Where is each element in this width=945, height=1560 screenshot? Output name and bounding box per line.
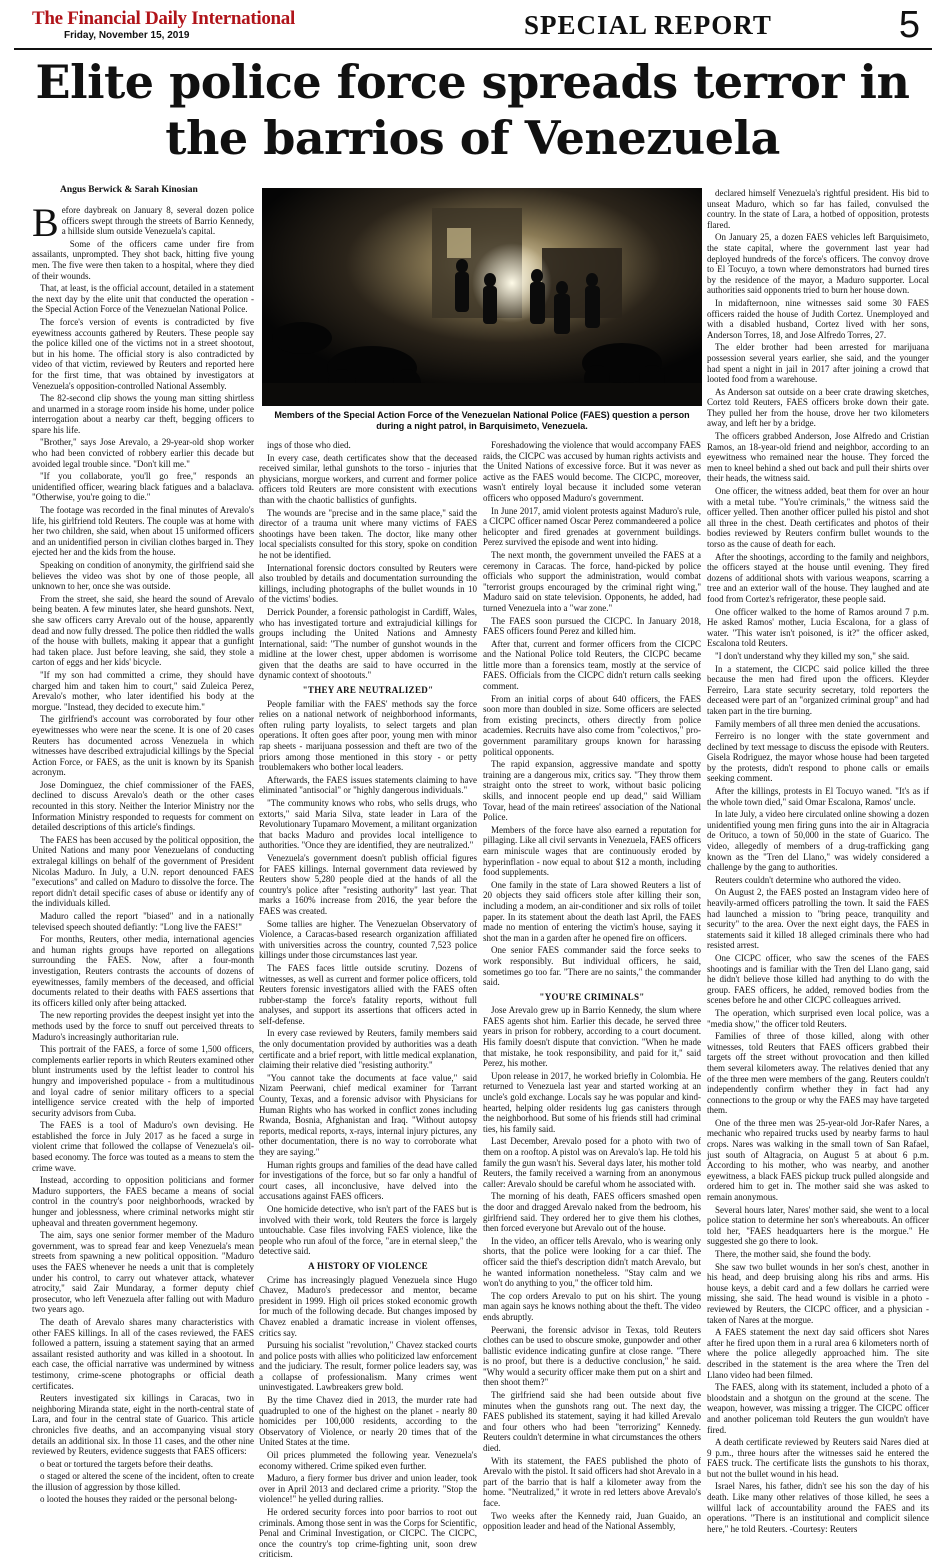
paragraph: In midafternoon, nine witnesses said some 30 FAES officers raided the house of Judith Cortez. Unemployed and with a disabled husband, Cortez lived with her sons, Anderson Torres, 18, and Jose Alfredo Torres, 27.: [707, 297, 929, 340]
paragraph: The FAES faces little outside scrutiny. Dozens of witnesses, as well as current and former police officers, told Reuters forensic investigators allied with the FAES often rubber-stamp the force's fatality reports, without full analyses, and support its assertions that officers acted in self-defense.: [259, 962, 477, 1026]
paragraph: One officer walked to the home of Ramos around 7 p.m. He asked Ramos' mother, Lucia Escalona, for a glass of water. "This water isn't poisoned, is it?" the officer asked, Escalona told Reuters.: [707, 606, 929, 649]
paragraph: "If my son had committed a crime, they should have charged him and taken him to court," said Zuleica Perez, Arevalo's mother, who later identified his body at the morgue. "Instead, they decided to execute him.": [32, 669, 254, 712]
paragraph: After the shootings, according to the family and neighbors, the officers stayed at the house until evening. They fired dozens of additional shots with various weapons, scarring a tree and an exterior wall of the house. They laughed and ate food from Cortez's refrigerator, these people said.: [707, 551, 929, 604]
paragraph: The elder brother had been arrested for marijuana possession several years earlier, she said, and the younger had spent a night in jail in 2017 after joining a crowd that looted food from a warehouse.: [707, 342, 929, 385]
paragraph: In the video, an officer tells Arevalo, who is wearing only shorts, that the police were looking for a car thief. The officer said the thief's description didn't match Arevalo, but he wanted information nonetheless. "Stay calm and we won't do anything to you," the officer told him.: [483, 1235, 701, 1289]
column-2-intro: [259, 440, 477, 681]
subhead-criminals: "YOU'RE CRIMINALS": [539, 991, 645, 1002]
subhead-history: A HISTORY OF VIOLENCE: [308, 1260, 428, 1271]
paragraph: Families of three of those killed, along with other witnesses, told Reuters that FAES officers grabbed their targets off the street without provocation and then killed them several kilometers away. The relatives denied that any of the three men were members of the gang. Reuters couldn't independently confirm whether they in fact had any connections to the group or why the FAES may have targeted them.: [707, 1031, 929, 1116]
article-column-3: [483, 440, 701, 1535]
paragraph: From an initial corps of about 640 officers, the FAES soon more than doubled in size. Some officers are selected from existing precincts, others directly from police academies. Recruits have also come from "colectivos," pro-government paramilitary groups known for harassing political opponents.: [483, 693, 701, 757]
column-2-end: [259, 1275, 477, 1560]
paragraph: In every case reviewed by Reuters, family members said the only documentation provided by authorities was a death certificate and a brief report, with little medical explanation, claiming their relative died "resisting authority.": [259, 1028, 477, 1071]
paragraph: The officers grabbed Anderson, Jose Alfredo and Cristian Ramos, an 18-year-old friend and neighbor, according to an eyewitness who remained near the house. They forced the men to kneel behind a shed out back and pull their shirts over their heads, the witness said.: [707, 431, 929, 484]
paragraph: Afterwards, the FAES issues statements claiming to have eliminated "antisocial" or "highly dangerous individuals.": [259, 774, 477, 796]
paragraph: After that, current and former officers from the CICPC and the National Police told Reuters, the CICPC became little more than a forensics team, mostly at the service of FAES. Officials from the CICPC didn't return calls seeking comment.: [483, 638, 701, 692]
paragraph: This portrait of the FAES, a force of some 1,500 officers, complements earlier reports in which Reuters examined other blunt instruments used by the leftist leader to control his hungry and impoverished populace - from a multitudinous and loyal cadre of senior military officers to a special intelligence service created with the help of imported security advisors from Cuba.: [32, 1044, 254, 1118]
byline: Angus Berwick & Sarah Kinosian: [60, 185, 198, 195]
masthead: [14, 6, 932, 50]
paragraph: Derrick Pounder, a forensic pathologist in Cardiff, Wales, who has investigated torture and extrajudicial killings for groups including the United Nations and Amnesty International, said: "The number of gunshot wounds in the midline at the lower chest, upper abdomen is worrisome given that the deaths are said to have occurred in the dynamic context of shootouts.": [259, 606, 477, 681]
paragraph: One senior FAES commander said the force seeks to work responsibly. But individual officers, he said, sometimes go too far. "There are no saints," the commander said.: [483, 945, 701, 988]
paragraph: With its statement, the FAES published the photo of Arevalo with the pistol. It said officers had shot Arevalo in a part of the barrio that is half a kilometer away from the home. "Neutralized," it wrote in red letters above Arevalo's face.: [483, 1455, 701, 1508]
paragraph: The FAES is a tool of Maduro's own devising. He established the force in July 2017 as he faced a surge in violent crime that followed the collapse of Venezuela's oil-based economy. The force was touted as a means to stem the crime wave.: [32, 1120, 254, 1173]
headline-line-2: the barrios of Venezuela: [165, 111, 780, 165]
paragraph: From the street, she said, she heard the sound of Arevalo being beaten. A few minutes later, she heard gunshots. Next, she saw officers carry Arevalo out of the house, apparently dead and now fully dressed. The police then riddled the walls of the house with bullets, making it appear that a gunfight had taken place. Just before leaving, she said, they stole a carton of eggs and her kids' bicycle.: [32, 593, 254, 668]
paragraph: In a statement, the CICPC said police killed the three because the men had fired upon the officers. Kleyder Ferreiro, Lara state security secretary, told reporters the deceased were part of an "organized criminal group" and had taken part in the tire burning.: [707, 663, 929, 716]
paragraph: Upon release in 2017, he worked briefly in Colombia. He returned to Venezuela last year and started working at an uncle's gold exchange. Locals say he was popular and kind-hearted, helping older residents lug gas canisters through the neighborhood. But some of his friends still had criminal ties, his family said.: [483, 1070, 701, 1134]
column-2-body: [259, 699, 477, 1257]
paragraph: There, the mother said, she found the body.: [715, 1249, 871, 1259]
paragraph: The FAES, along with its statement, included a photo of a bloodstain and a shotgun on the ground at the scene. The weapon, however, was missing a trigger. The CICPC officer and another policeman told Reuters the gun wouldn't have fired.: [707, 1382, 929, 1435]
page-number: 5: [898, 4, 920, 46]
paragraph: Venezuela's government doesn't publish official figures for FAES killings. Internal government data reviewed by Reuters show 5,280 people died at the hands of all the country's police after "resisting authority" last year. That marks a 160% increase from 2016, the year before the FAES was created.: [259, 852, 477, 916]
paragraph: One of the three men was 25-year-old Jor-Rafer Nares, a mechanic who repaired trucks used by nearby farms to haul crops. Nares was walking in the small town of San Rafael, just south of Altagracia, on August 5 at about 6 p.m. According to his mother, who was nearby, and another eyewitness, a black FAES pickup truck pulled alongside and ordered him to get in. The mother said she was asked to remain anonymous.: [707, 1117, 929, 1203]
paragraph: As Anderson sat outside on a beer crate drawing sketches, Cortez told Reuters, FAES officers broke down their gate. They pulled her from the house, drove her two kilometers away, and left her by a bridge.: [707, 386, 929, 429]
paragraph: Family members of all three men denied the accusations.: [715, 718, 921, 729]
paragraph: One officer, the witness added, beat them for over an hour with a metal tube. "You're criminals," the witness said the officer yelled. Then another officer pulled his pistol and shot all three in the chest. Death certificates and photos of their bodies reviewed by Reuters confirm bullet wounds to the torso as the cause of death for each.: [707, 486, 929, 549]
paragraph: The cop orders Arevalo to put on his shirt. The young man again says he knows nothing about the theft. The video ends abruptly.: [483, 1290, 701, 1322]
paragraph: The next month, the government unveiled the FAES at a ceremony in Caracas. The force, hand-picked by police officials who support the administration, would combat "terrorist groups encouraged by the criminal right wing," Maduro said on state television. Opponents, he added, had turned Venezuela into a "war zone.": [483, 549, 701, 613]
paragraph: "I don't understand why they killed my son," she said.: [715, 650, 910, 661]
paragraph: Oil prices plummeted the following year. Venezuela's economy withered. Crime spiked even further.: [259, 1450, 477, 1471]
paragraph: People familiar with the FAES' methods say the force relies on a national network of neighborhood informants, often ruling party loyalists, to select targets and plan operations. It often goes after poor, young men with minor rap sheets - marijuana possession and theft are two of the priors among those mentioned in this story - or petty troublemakers who bother local leaders.: [259, 698, 477, 773]
paragraph: International forensic doctors consulted by Reuters were also troubled by details and documentation surrounding the killings, including photographs of the bullet wounds in 10 of the victims' bodies.: [259, 562, 477, 605]
paragraph: Jose Arevalo grew up in Barrio Kennedy, the slum where FAES agents shot him. Earlier this decade, he served three years in prison for robbery, according to a court document. His family doesn't dispute that conviction. "When he made that mistake, he took responsibility, and paid for it," said Perez, his mother.: [483, 1005, 701, 1069]
photo-caption: Members of the Special Action Force of the Venezuelan National Police (FAES) question a person during a night patrol, in Barquisimeto, Venezuela.: [274, 410, 690, 431]
paragraph: One homicide detective, who isn't part of the FAES but is involved with their work, told Reuters the force is largely untouchable. Case files involving FAES violence, like the people who run afoul of the force, "are in eternal sleep," the detective said.: [259, 1203, 477, 1257]
paragraph: She saw two bullet wounds in her son's chest, another in his head, and deep bruising along his ribs and arms. His house keys, a debit card and a few dollars he carried were missing, she said. The head wound is visible in a photo - reviewed by Reuters, the CICPC officer, and a physician - taken of Nares at the morgue.: [707, 1261, 929, 1325]
paragraph: Reuters investigated six killings in Caracas, two in neighboring Miranda state, eight in the north-central state of Lara, and four in the central state of Guarico. This article chronicles five deaths, and an accompanying visual story details an additional six. In those 11 cases, and the other nine reviewed by Reuters, evidence suggests that FAES officers:: [32, 1393, 254, 1457]
paragraph: The rapid expansion, aggressive mandate and spotty training are a dangerous mix, critics say. "They throw them straight onto the street to work, without basic policing skills, and innocent people end up dead," said William Tovar, head of the main retirees' association of the National Police.: [483, 759, 701, 823]
paragraph: The death of Arevalo shares many characteristics with other FAES killings. In all of the cases reviewed, the FAES followed a pattern, issuing a statement saying that an armed assailant resisted authority and was killed in a shootout. In each case, the official narrative was undermined by witness testimony, crime-scene photographs or official death certificates.: [32, 1316, 254, 1391]
headline-line-1: Elite police force spreads terror in: [35, 55, 910, 109]
paragraph: On January 25, a dozen FAES vehicles left Barquisimeto, the state capital, where the government last year had deployed hundreds of the force's officers. The convoy drove to El Tocuyo, a town where demonstrators had burned tires by the residence of the mayor, a Maduro supporter. Local authorities said opponents tried to burn her house down.: [707, 232, 929, 296]
paragraph: Two weeks after the Kennedy raid, Juan Guaido, an opposition leader and head of the National Assembly,: [483, 1510, 701, 1532]
paragraph: declared himself Venezuela's rightful president. His bid to unseat Maduro, which so far has failed, convulsed the country. In the state of Lara, a hotbed of opposition, protests flared.: [707, 188, 929, 230]
paragraph: The FAES has been accused by the political opposition, the United Nations and many poor Venezuelans of conducting extralegal killings on behalf of the government of President Nicolas Maduro. In July, a U.N. report denounced FAES "executions" and called on Maduro to dissolve the force. The report didn't detail specific cases of abuse or identify any of the individuals killed.: [32, 834, 254, 909]
paragraph: Several hours later, Nares' mother said, she went to a local police station to determine her son's whereabouts. An officer told her, "FAES headquarters here is the morgue." He suggested she go there to look.: [707, 1204, 929, 1247]
paragraph: Ferreiro is no longer with the state government and declined by text message to discuss the episode with Reuters. Gisela Rodriguez, the mayor whose house had been targeted by the protests, didn't respond to phone calls or emails seeking comment.: [707, 731, 929, 784]
article-column-1: [32, 200, 254, 1535]
paragraph: Members of the force have also earned a reputation for pillaging. Like all civil servants in Venezuela, FAES officers earn miniscule wages that are continuously eroded by hyperinflation - now equal to about $12 a month, including food supplements.: [483, 824, 701, 878]
paragraph: o beat or tortured the targets before their deaths.: [40, 1458, 214, 1469]
section-title: SPECIAL REPORT: [524, 10, 772, 40]
paragraph: The force's version of events is contradicted by five eyewitness accounts gathered by Reuters. These people say the police killed one of the victims not in a street shootout, but in his home. The official story is also contradicted by video of that victim, reviewed by Reuters and reported here for the first time, that was obtained by investigators at Venezuela's opposition-controlled National Assembly.: [32, 316, 254, 391]
paragraph: Last December, Arevalo posed for a photo with two of them on a rooftop. A pistol was on Arevalo's lap. He told his family the gun wasn't his. Several days later, his mother told Reuters, the family received a warning from an anonymous caller: Arevalo should be careful whom he associated with.: [483, 1136, 701, 1189]
paragraph: Israel Nares, his father, didn't see his son the day of his death. Like many other relatives of those killed, he sees a willful lack of accountability around the FAES and its operations. "There is an institutional and complicit silence here," he told Reuters. -Courtesy: Reuters: [707, 1481, 929, 1534]
paragraph: Before daybreak on January 8, several dozen police officers swept through the streets of Barrio Kennedy, a hillside slum outside Venezuela's capital.: [32, 200, 254, 245]
paragraph: Reuters couldn't determine who authored the video.: [715, 874, 901, 885]
paragraph: For months, Reuters, other media, international agencies and human rights groups have reported on allegations surrounding the FAES. Now, after a four-month investigation, Reuters contrasts the accounts of dozens of eyewitnesses, family members of the deceased, and official documents related to their deaths with FAES assertions that its officers killed only after being attacked.: [32, 934, 254, 1008]
paragraph: Instead, according to opposition politicians and former Maduro supporters, the FAES became a means of social control in the country's poor neighborhoods, wracked by hunger and joblessness, where criminal networks might stir upheaval and threaten government hegemony.: [32, 1175, 254, 1228]
paragraph: The girlfriend said she had been outside about five minutes when the gunshots rang out. The next day, the FAES published its statement, saying it had killed Arevalo and four others who had been "terrorizing" Kennedy. Reuters couldn't determine in what circumstances the others died.: [483, 1390, 701, 1454]
paragraph: Crime has increasingly plagued Venezuela since Hugo Chavez, Maduro's predecessor and mentor, became president in 1999. High oil prices stoked economic growth for much of the following decade. But changes imposed by Chavez enabled a dramatic increase in violent offenses, critics say.: [259, 1274, 477, 1338]
paragraph: "You cannot take the documents at face value," said Nizam Peerwani, chief medical examiner for Tarrant County, Texas, and a forensic advisor with Physicians for Human Rights who has worked in conflict zones including Rwanda, Bosnia, Afghanistan and Iraq. "Without autopsy reports, medical reports, x-rays, internal injury pictures, any other documentation, there is no way to corroborate what they are saying.": [259, 1072, 477, 1157]
paragraph: In late July, a video here circulated online showing a dozen unidentified young men firing guns into the air in Altagracia de Orituco, a town of 50,000 in the state of Guarico. The video, allegedly of members of a drug-trafficking gang known as the "Tren del Llano," was widely considered a challenge by the gang to authorities.: [707, 809, 929, 873]
paragraph: The girlfriend's account was corroborated by four other eyewitnesses who were near the scene. It is one of 20 cases Reuters has documented across Venezuela in which witnesses have described extrajudicial killings by the Special Action Force, or FAES, as the unit is known by its Spanish acronym.: [32, 714, 254, 778]
headline: [20, 54, 925, 166]
paragraph: The wounds are "precise and in the same place," said the director of a trauma unit where many victims of FAES shootings have been taken. The doctor, like many other local specialists consulted for this story, spoke on condition he not be identified.: [259, 507, 477, 560]
paragraph: After the killings, protests in El Tocuyo waned. "It's as if the whole town died," said Omar Escalona, Ramos' uncle.: [707, 786, 929, 807]
paragraph: Foreshadowing the violence that would accompany FAES raids, the CICPC was accused by human rights activists and the United Nations of excessive force. But it was never as active as the FAES would become. The CICPC, moreover, wasn't entirely loyal because it included some veteran officers who opposed Maduro's government.: [483, 440, 701, 503]
paragraph: Human rights groups and families of the dead have called for investigations of the force, but so far only a handful of court cases, all inconclusive, have delved into the accusations against FAES officers.: [259, 1159, 477, 1202]
paragraph: The morning of his death, FAES officers smashed open the door and dragged Arevalo naked from the bedroom, his girlfriend said. They ordered her to give them his clothes, then forced everyone but Arevalo out of the house.: [483, 1191, 701, 1234]
news-photo: [262, 188, 702, 406]
paragraph: The footage was recorded in the final minutes of Arevalo's life, his girlfriend told Reuters. The couple was at home with her two children, she said, when about 15 uniformed officers and an unidentified person in civilian clothes barged in. They ejected her and the kids from the house.: [32, 505, 254, 558]
column-3-intro: [483, 440, 701, 988]
paragraph: "The community knows who robs, who sells drugs, who extorts," said Maria Silva, state leader in Lara of the Revolutionary Tupamaro Movement, a militant organization that backs Maduro and provides local intelligence to authorities. "Once they are identified, they are neutralized.": [259, 798, 477, 851]
paragraph: ings of those who died.: [267, 440, 351, 450]
paragraph: Maduro called the report "biased" and in a nationally televised speech shouted defiantly: "Long live the FAES!": [32, 911, 254, 932]
paragraph: Some tallies are higher. The Venezuelan Observatory of Violence, a Caracas-based research organization affiliated with universities across the country, counted 7,523 police killings under those circumstances last year.: [259, 918, 477, 961]
paragraph: "If you collaborate, you'll go free," responds an unidentified officer, wearing black fatigues and a balaclava. "Otherwise, you're going to die.": [32, 471, 254, 503]
paper-name: The Financial Daily International: [32, 8, 295, 29]
column-3-end: [483, 1005, 701, 1532]
paragraph: The 82-second clip shows the young man sitting shirtless and unarmed in a storage room inside his home, under police interrogation about a nearby car theft, begging officers to spare his life.: [32, 393, 254, 435]
paragraph: The new reporting provides the deepest insight yet into the methods used by the force to snuff out perceived threats to Maduro's increasingly authoritarian rule.: [32, 1010, 254, 1042]
article-column-2: [259, 440, 477, 1560]
paragraph: A death certificate reviewed by Reuters said Nares died at 9 p.m., three hours after the witnesses said he entered the FAES truck. The certificate lists the gunshots to his thorax, but not the bullet wound in his head.: [707, 1437, 929, 1479]
paragraph: In June 2017, amid violent protests against Maduro's rule, a CICPC officer named Oscar Perez commandeered a police helicopter and fired grenades at government buildings. Perez survived the episode and went into hiding.: [483, 505, 701, 548]
paragraph: Speaking on condition of anonymity, the girlfriend said she believes the video was shot by one of those people, all unknown to her, once she was outside.: [32, 560, 254, 592]
night-patrol-photo: [262, 188, 702, 406]
paragraph: A FAES statement the next day said officers shot Nares after he fired upon them in a rural area 6 kilometers north of where the police allegedly approached him. The site described in the statement is the area where the Tren del Llano video had been filmed.: [707, 1327, 929, 1380]
article-column-4: [707, 188, 929, 1535]
paragraph: He ordered security forces into poor barrios to root out criminals. Among those sent in was the Corps for Scientific, Penal and Criminal Investigation, or CICPC. The CICPC, once the country's top crime-fighting unit, soon drew criticism.: [259, 1507, 477, 1560]
paragraph: One CICPC officer, who saw the scenes of the FAES shootings and is familiar with the Tren del Llano gang, said he didn't believe those killed had anything to do with the group. FAES officers, he added, removed bodies from the scenes before he and other CICPC colleagues arrived.: [707, 952, 929, 1006]
subhead-neutralized: "THEY ARE NEUTRALIZED": [302, 685, 434, 696]
paragraph: o looted the houses they raided or the personal belong-: [40, 1494, 238, 1505]
paragraph: In every case, death certificates show that the deceased received similar, lethal gunshots to the torso - injuries that physicians, morgue workers, and current and former police officers told Reuters are more consistent with executions than with the chaotic ballistics of gunfights.: [259, 452, 477, 505]
paragraph: By the time Chavez died in 2013, the murder rate had quadrupled to one of the highest on the planet - nearly 80 homicides per 100,000 residents, according to the Observatory of Violence, or nearly 20 times that of the United States at the time.: [259, 1395, 477, 1448]
paragraph: The operation, which surprised even local police, was a "media show," the officer told Reuters.: [707, 1007, 929, 1029]
paragraph: One family in the state of Lara showed Reuters a list of 20 objects they said officers stole after killing their son, including a modem, an air-conditioner and six rolls of toilet paper. In its statement about the death last April, the FAES made no mention of entering the victim's house, saying it shot the man in a garden after he opened fire on officers.: [483, 879, 701, 943]
paragraph: Jose Dominguez, the chief commissioner of the FAES, declined to discuss Arevalo's death or the other cases recounted in this story. Neither the Interior Ministry nor the Information Ministry responded to requests for comment on detailed descriptions of this article's findings.: [32, 779, 254, 833]
paragraph: The aim, says one senior former member of the Maduro government, was to spread fear and keep Venezuela's mean streets from spawning a new political opposition. "Maduro uses the FAES whenever he needs a unit that is completely under his control, to carry out whatever attack, whatever atrocity," said Zair Mundaray, a former deputy chief prosecutor, who left Venezuela after falling out with Maduro two years ago.: [32, 1230, 254, 1315]
paragraph: o staged or altered the scene of the incident, often to create the illusion of aggression by those killed.: [32, 1471, 254, 1492]
issue-date: Friday, November 15, 2019: [64, 30, 190, 41]
paragraph: Maduro, a fiery former bus driver and union leader, took over in April 2013 and declared crime a priority. "Stop the violence!" he yelled during rallies.: [259, 1473, 477, 1505]
paragraph: Some of the officers came under fire from assailants, unprompted. They shot back, hitting five young men. The five were then taken to a hospital, where they died of their wounds.: [32, 238, 254, 281]
paragraph: "Brother," says Jose Arevalo, a 29-year-old shop worker who had been convicted of robbery earlier this decade but avoided legal trouble since. "Don't kill me.": [32, 437, 254, 469]
paragraph: The FAES soon pursued the CICPC. In January 2018, FAES officers found Perez and killed him.: [483, 615, 701, 637]
paragraph: On August 2, the FAES posted an Instagram video here of heavily-armed officers patrolling the town. It said the FAES had launched a mission to "bring peace, tranquility and security" to the area. Over the next eight days, the FAES in statements said it killed 18 alleged criminals there who had resisted arrest.: [707, 887, 929, 951]
paragraph: That, at least, is the official account, detailed in a statement the next day by the elite unit that conducted the operation - the Special Action Force of the Venezuelan National Police.: [32, 283, 254, 315]
paragraph: Peerwani, the forensic advisor in Texas, told Reuters clothes can be used to obscure smoke, gunpowder and other ballistic evidence indicating gunfire at close range. "There is no proof, but there is a deductive conclusion," he said. "Why would a security officer make them put on a shirt and then shoot them?": [483, 1324, 701, 1388]
paragraph: Pursuing his socialist "revolution," Chavez stacked courts and police posts with allies who politicized law enforcement and the judiciary. The result, former police leaders say, was a collapse of professionalism. Many crimes went uninvestigated. Lawbreakers grew bold.: [259, 1340, 477, 1393]
